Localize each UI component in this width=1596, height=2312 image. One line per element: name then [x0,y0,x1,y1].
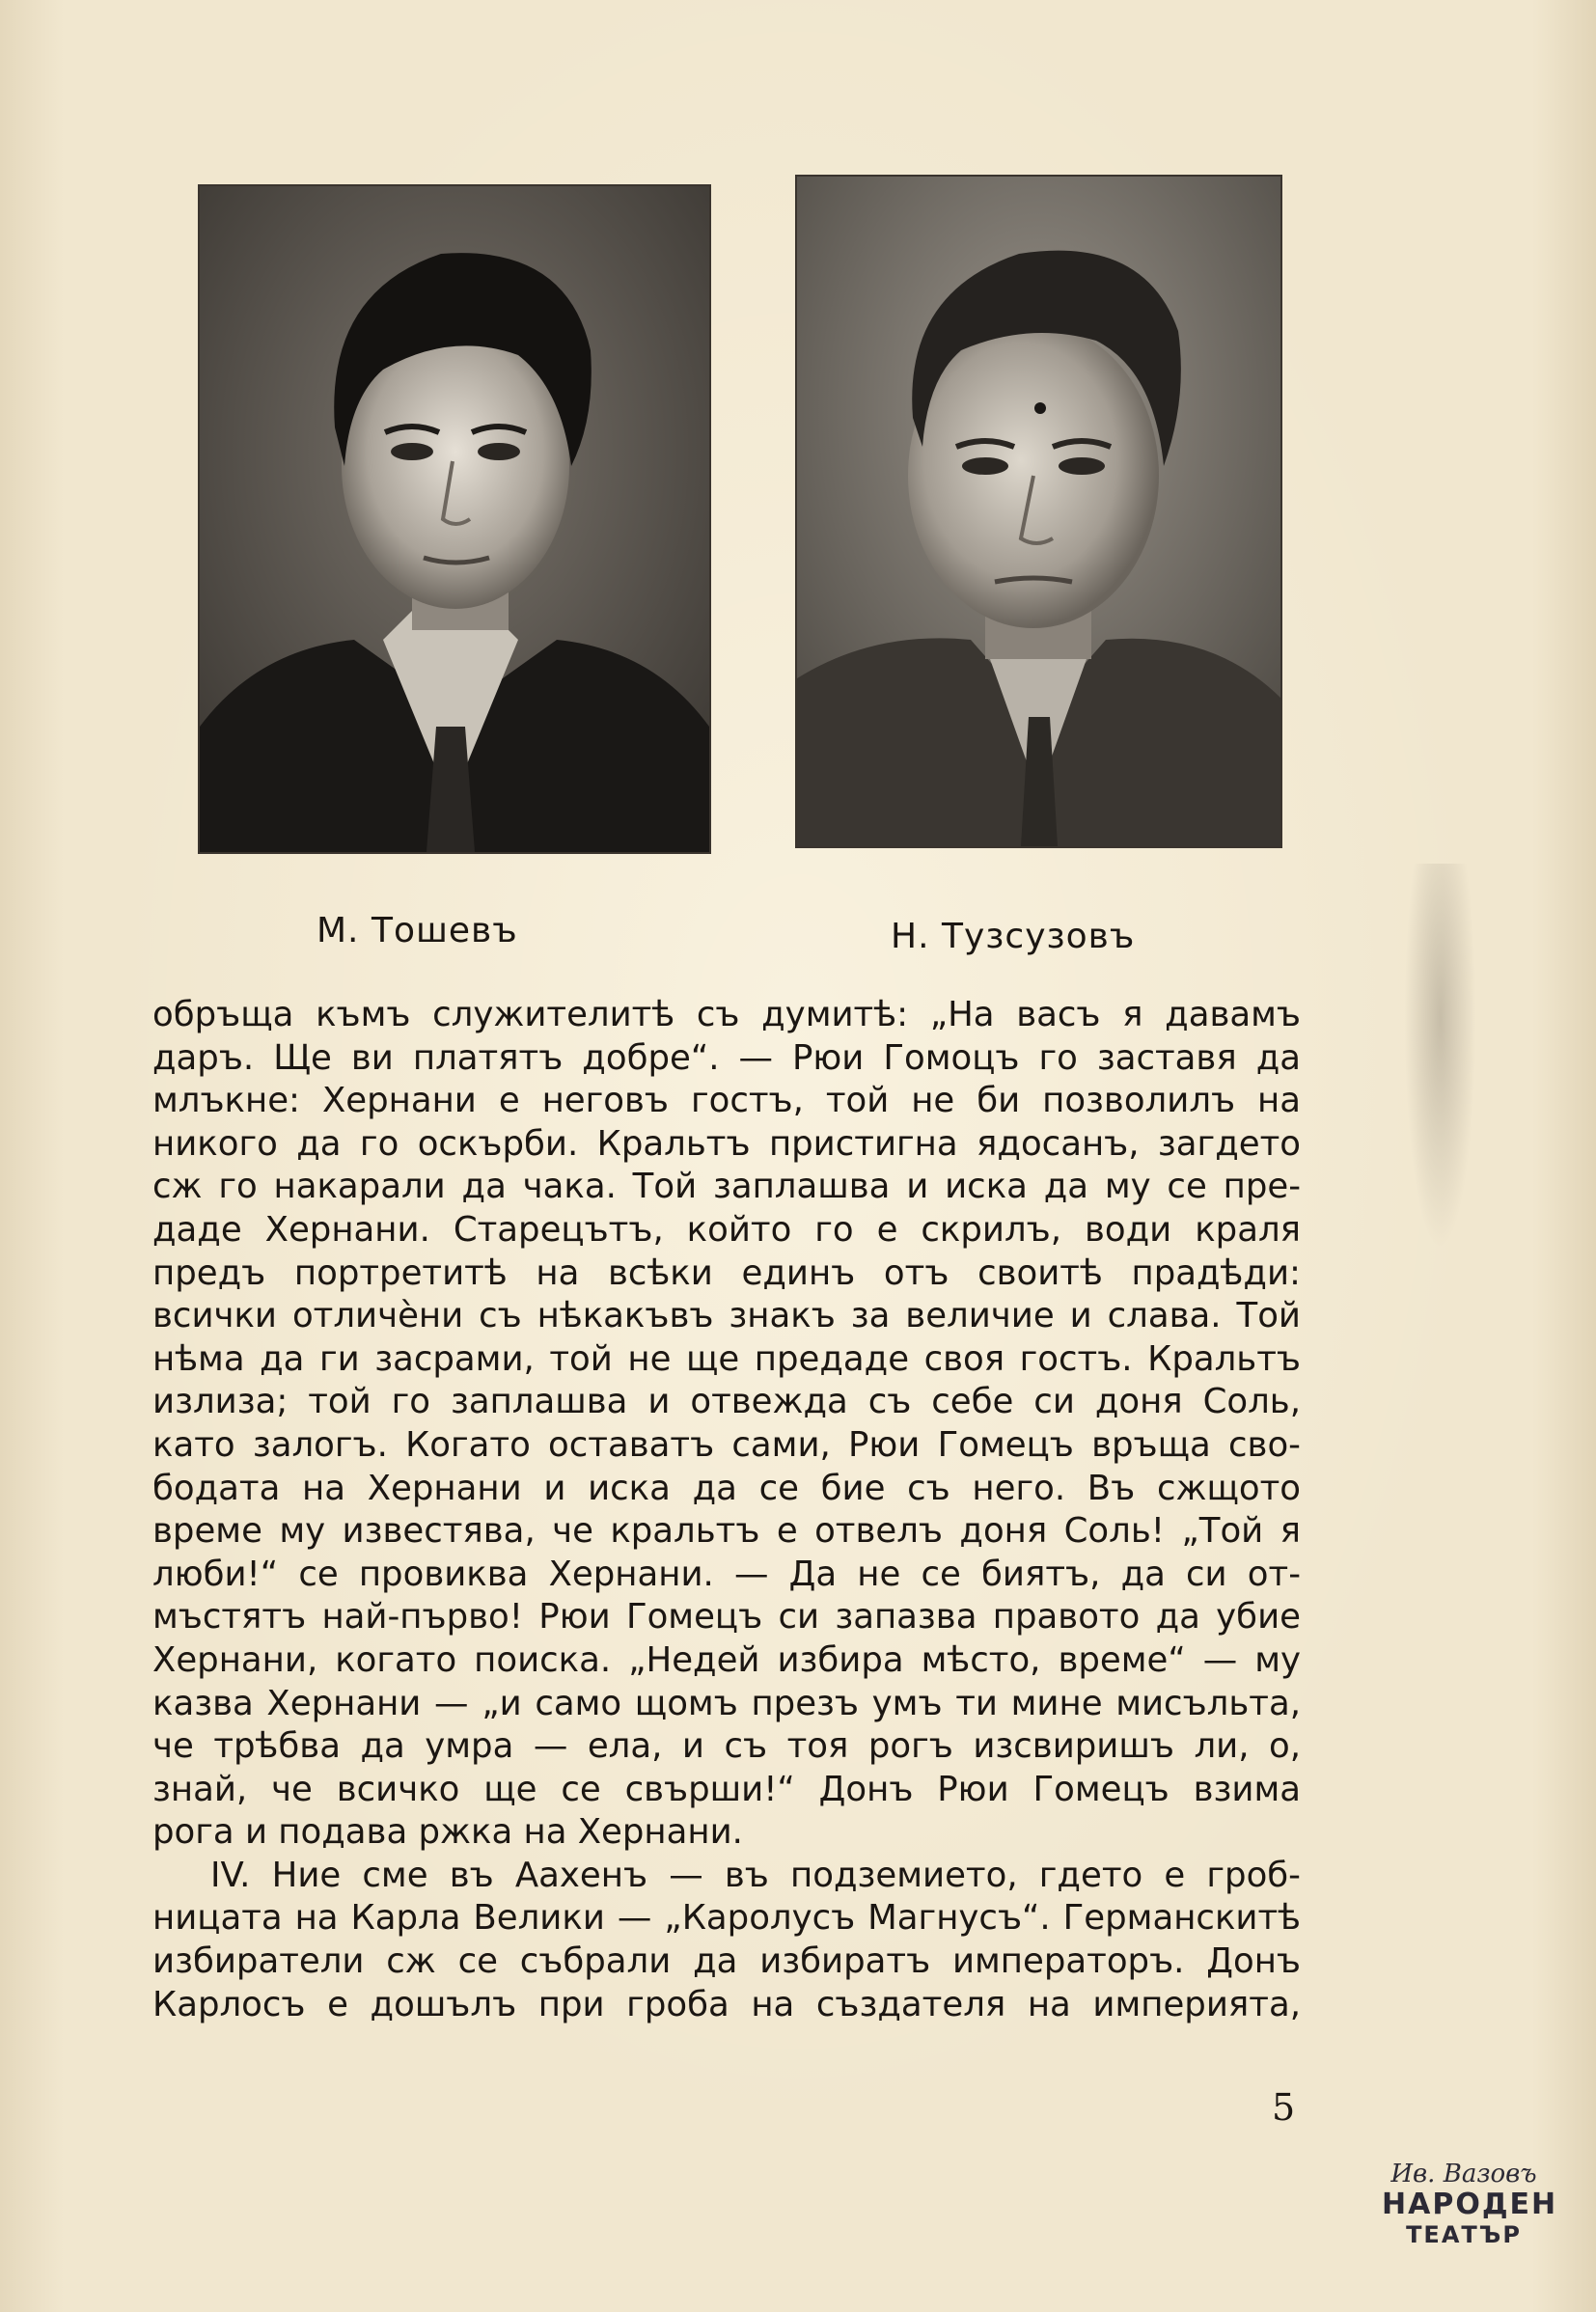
page-number: 5 [1272,2086,1296,2129]
text-line: предъ портретитѣ на всѣки единъ отъ своитѣ прадѣди: [152,1252,1301,1293]
paper-smudge [1404,864,1476,1250]
text-line: като залогъ. Когато оставатъ сами, Рюи Гомецъ връща сво- [152,1424,1301,1465]
text-line: бодата на Хернани и иска да се бие съ него. Въ сжщото [152,1468,1301,1508]
text-line: ницата на Карла Велики — „Каролусъ Магнусъ“. Германскитѣ [152,1898,1301,1939]
text-line: млъкне: Хернани е неговъ гостъ, той не би позволилъ на [152,1081,1301,1121]
text-line: избиратели сж се събрали да избиратъ императоръ. Донъ [152,1941,1301,1982]
portrait-image [797,177,1280,846]
text-line: Карлосъ е дошълъ при гроба на създателя на империята, [152,1984,1301,2024]
text-line: че трѣбва да умра — ела, и съ тоя рогъ изсвиришъ ли, о, [152,1726,1301,1767]
text-line: никого да го оскърби. Кральтъ пристигна ядосанъ, загдето [152,1123,1301,1164]
portrait-photo-tuzsuzov [797,177,1280,846]
stamp-org-line1: НАРОДЕН [1382,2188,1558,2221]
library-stamp [1382,2160,1558,2275]
text-line: казва Хернани — „и само щомъ презъ умъ ти мине мисъльта, [152,1683,1301,1723]
text-line: нѣма да ги засрами, той не ще предаде своя гостъ. Кральтъ [152,1338,1301,1379]
text-line: време му известява, че кральтъ е отвелъ доня Соль! „Той я [152,1511,1301,1552]
text-line: Хернани, когато поиска. „Недей избира мѣсто, време“ — му [152,1639,1301,1680]
text-line: обръща къмъ служителитѣ съ думитѣ: „На васъ я давамъ [152,995,1301,1034]
text-line: даръ. Ще ви платятъ добре“. — Рюи Гомоцъ го заставя да [152,1037,1301,1078]
text-line: люби!“ се провиква Хернани. — Да не се биятъ, да си от- [152,1554,1301,1594]
portrait-photo-toshev [200,186,709,852]
portrait-image [200,186,709,852]
stamp-signature: Ив. Вазовъ [1390,2160,1537,2188]
text-line: рога и подава ржка на Хернани. [152,1812,743,1853]
text-line: IV. Ние сме въ Аахенъ — въ подземието, гдето е гроб- [210,1855,1301,1895]
text-line: мъстятъ най-първо! Рюи Гомецъ си запазва правото да убие [152,1597,1301,1638]
stamp-org-line2: ТЕАТЪР [1406,2221,1522,2248]
text-line: знай, че всичко ще се свърши!“ Донъ Рюи Гомецъ взима [152,1769,1301,1809]
photo-caption: Н. Тузсузовъ [891,917,1136,956]
text-line: даде Хернани. Старецътъ, който го е скрилъ, води краля [152,1209,1301,1250]
text-line: сж го накарали да чака. Той заплашва и иска да му се пре- [152,1167,1301,1207]
photo-caption: М. Тошевъ [316,911,518,950]
text-line: излиза; той го заплашва и отвежда съ себе си доня Соль, [152,1382,1301,1422]
body-text [152,994,1301,2026]
text-line: всички отличѐни съ нѣкакъвъ знакъ за величие и слава. Той [152,1296,1301,1336]
